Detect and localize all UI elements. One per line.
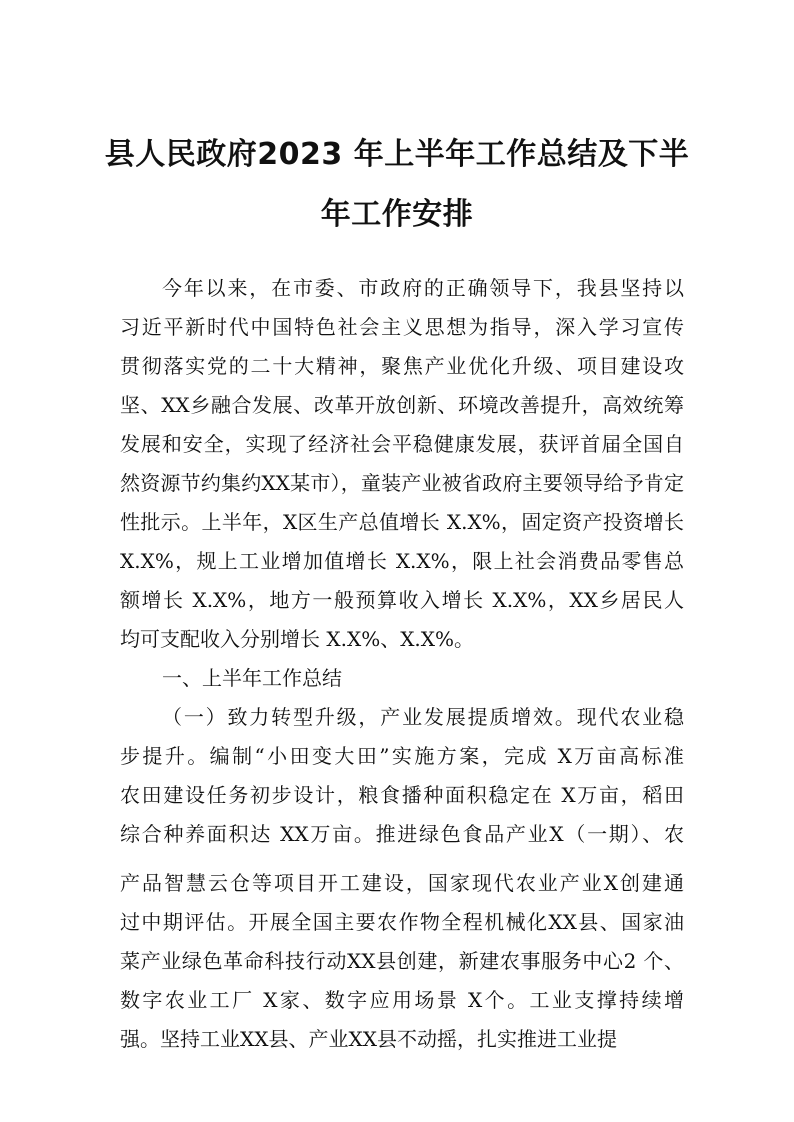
- document-title-line-2: 年工作安排: [320, 197, 474, 232]
- paragraph-2-line-7: 菜产业绿色革命科技行动XX县创建，新建农事服务中心2 个、: [120, 949, 684, 973]
- paragraph-1-line-2: 习近平新时代中国特色社会主义思想为指导，深入学习宣传: [120, 315, 684, 339]
- paragraph-2-line-3: 农田建设任务初步设计，粮食播种面积稳定在 X万亩，稻田: [120, 783, 684, 807]
- paragraph-2-line-9: 强。坚持工业XX县、产业XX县不动摇，扎实推进工业提: [120, 1027, 617, 1051]
- paragraph-2-line-2: 步提升。编制“小田变大田”实施方案，完成 X万亩高标准: [120, 744, 684, 768]
- paragraph-1-line-9: 额增长 X.X%，地方一般预算收入增长 X.X%，XX乡居民人: [120, 588, 684, 612]
- paragraph-2-line-8: 数字农业工厂 X家、数字应用场景 X个。工业支撑持续增: [120, 988, 684, 1012]
- paragraph-2-line-5: 产品智慧云仓等项目开工建设，国家现代农业产业X创建通: [120, 871, 684, 895]
- paragraph-1-line-1: 今年以来，在市委、市政府的正确领导下，我县坚持以: [162, 276, 684, 300]
- paragraph-2-line-4: 综合种养面积达 XX万亩。推进绿色食品产业X（一期）、农: [120, 822, 684, 846]
- paragraph-1-line-7: 性批示。上半年，X区生产总值增长 X.X%，固定资产投资增长: [120, 510, 684, 534]
- paragraph-1-line-3: 贯彻落实党的二十大精神，聚焦产业优化升级、项目建设攻: [120, 354, 684, 378]
- paragraph-1-line-10: 均可支配收入分别增长 X.X%、X.X%。: [120, 627, 475, 651]
- paragraph-1-line-4: 坚、XX乡融合发展、改革开放创新、环境改善提升，高效统筹: [120, 393, 684, 417]
- paragraph-1-line-5: 发展和安全，实现了经济社会平稳健康发展，获评首届全国自: [120, 432, 684, 456]
- paragraph-2-line-6: 过中期评估。开展全国主要农作物全程机械化XX县、国家油: [120, 910, 684, 934]
- paragraph-2-line-1: （一）致力转型升级，产业发展提质增效。现代农业稳: [162, 705, 684, 729]
- document-title-line-1: 县人民政府2023 年上半年工作总结及下半: [104, 137, 690, 172]
- paragraph-1-line-8: X.X%，规上工业增加值增长 X.X%，限上社会消费品零售总: [120, 549, 684, 573]
- section-1-heading: 一、上半年工作总结: [162, 666, 342, 690]
- paragraph-1-line-6: 然资源节约集约XX某市），童装产业被省政府主要领导给予肯定: [120, 471, 684, 495]
